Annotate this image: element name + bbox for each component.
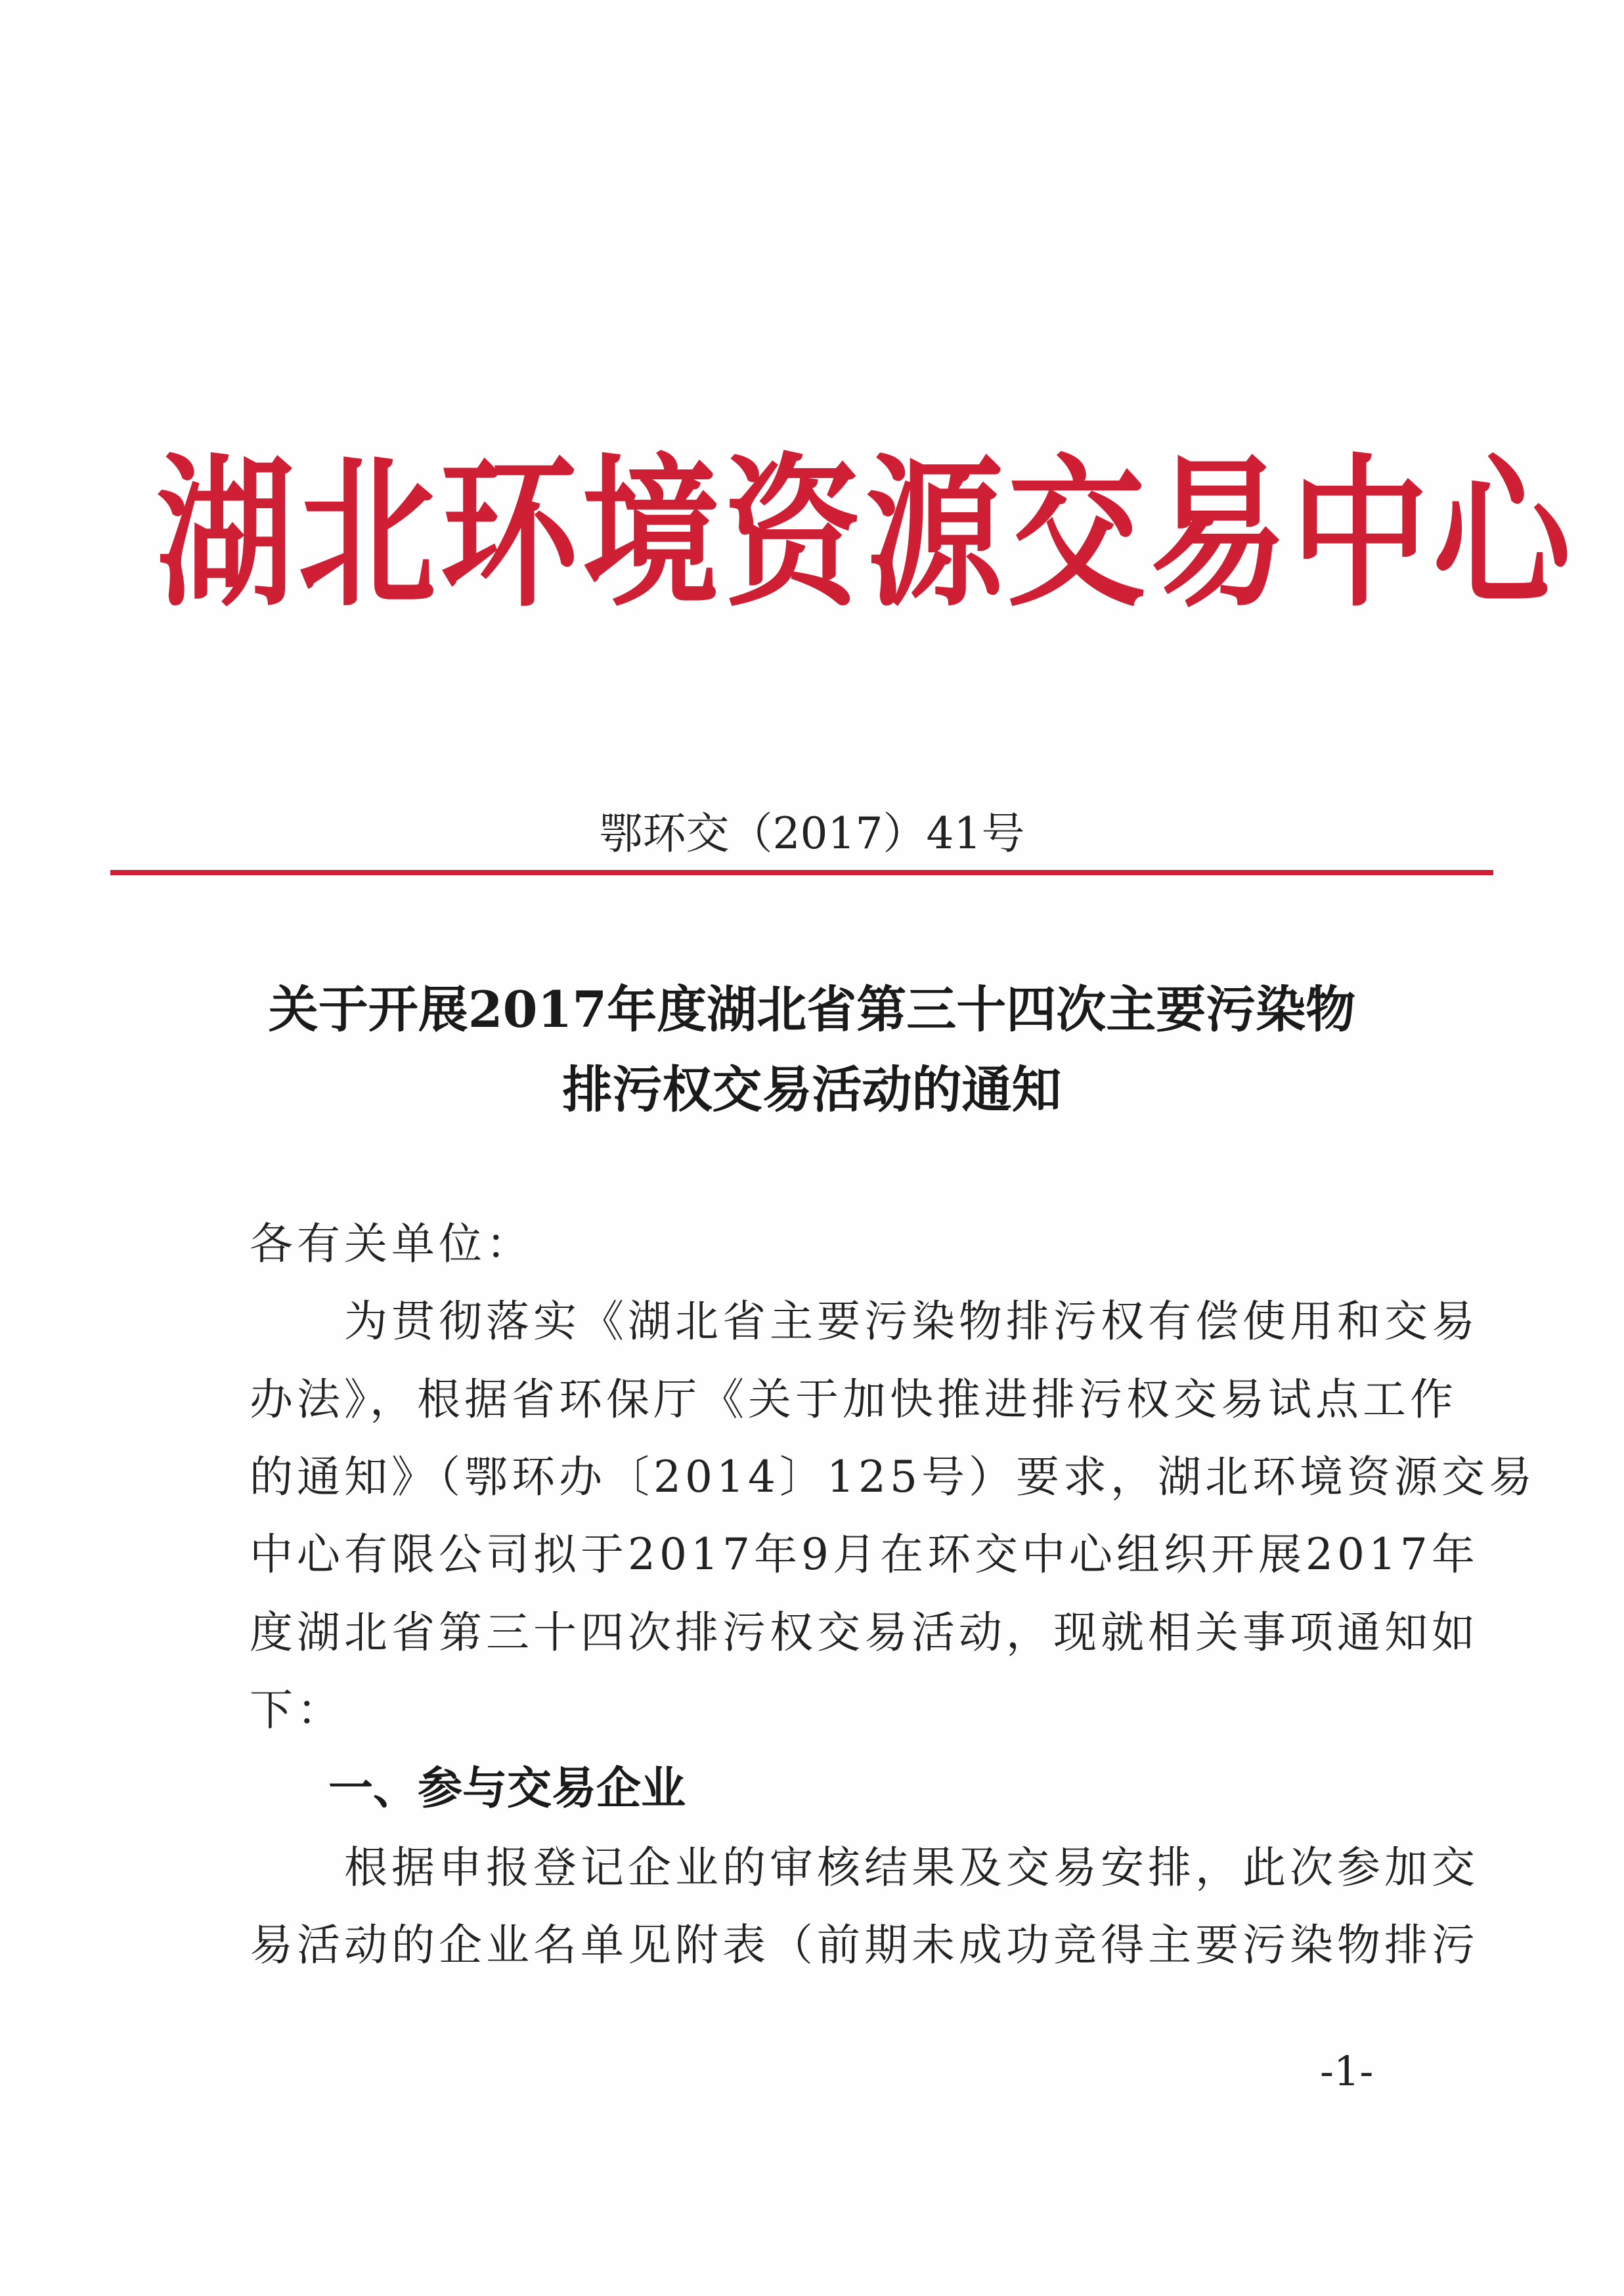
paragraph-1-line-2: 办法》，根据省环保厅《关于加快推进排污权交易试点工作 [250, 1374, 1457, 1425]
paragraph-2-line-1: 根据申报登记企业的审核结果及交易安排，此次参加交 [250, 1842, 1479, 1893]
organization-masthead: 湖北环境资源交易中心 [156, 439, 1575, 630]
page-number: -1- [1320, 2047, 1374, 2095]
section-heading-participating-enterprises: 一、参与交易企业 [328, 1763, 686, 1815]
paragraph-2-line-2: 易活动的企业名单见附表（前期未成功竞得主要污染物排污 [250, 1920, 1479, 1970]
document-title-line-1: 关于开展2017年度湖北省第三十四次主要污染物 [268, 980, 1356, 1039]
paragraph-1-line-4: 中心有限公司拟于2017年9月在环交中心组织开展2017年 [250, 1529, 1479, 1580]
paragraph-1-line-5: 度湖北省第三十四次排污权交易活动，现就相关事项通知如 [250, 1607, 1479, 1658]
red-separator-line [110, 870, 1493, 875]
document-number: 鄂环交（2017）41号 [599, 808, 1025, 859]
paragraph-1-line-6: 下： [250, 1685, 344, 1735]
paragraph-1-line-1: 为贯彻落实《湖北省主要污染物排污权有偿使用和交易 [250, 1296, 1479, 1347]
paragraph-1-line-3: 的通知》（鄂环办〔2014〕125号）要求，湖北环境资源交易 [250, 1452, 1536, 1502]
salutation: 各有关单位： [250, 1219, 533, 1269]
document-title-line-2: 排污权交易活动的通知 [562, 1060, 1062, 1119]
